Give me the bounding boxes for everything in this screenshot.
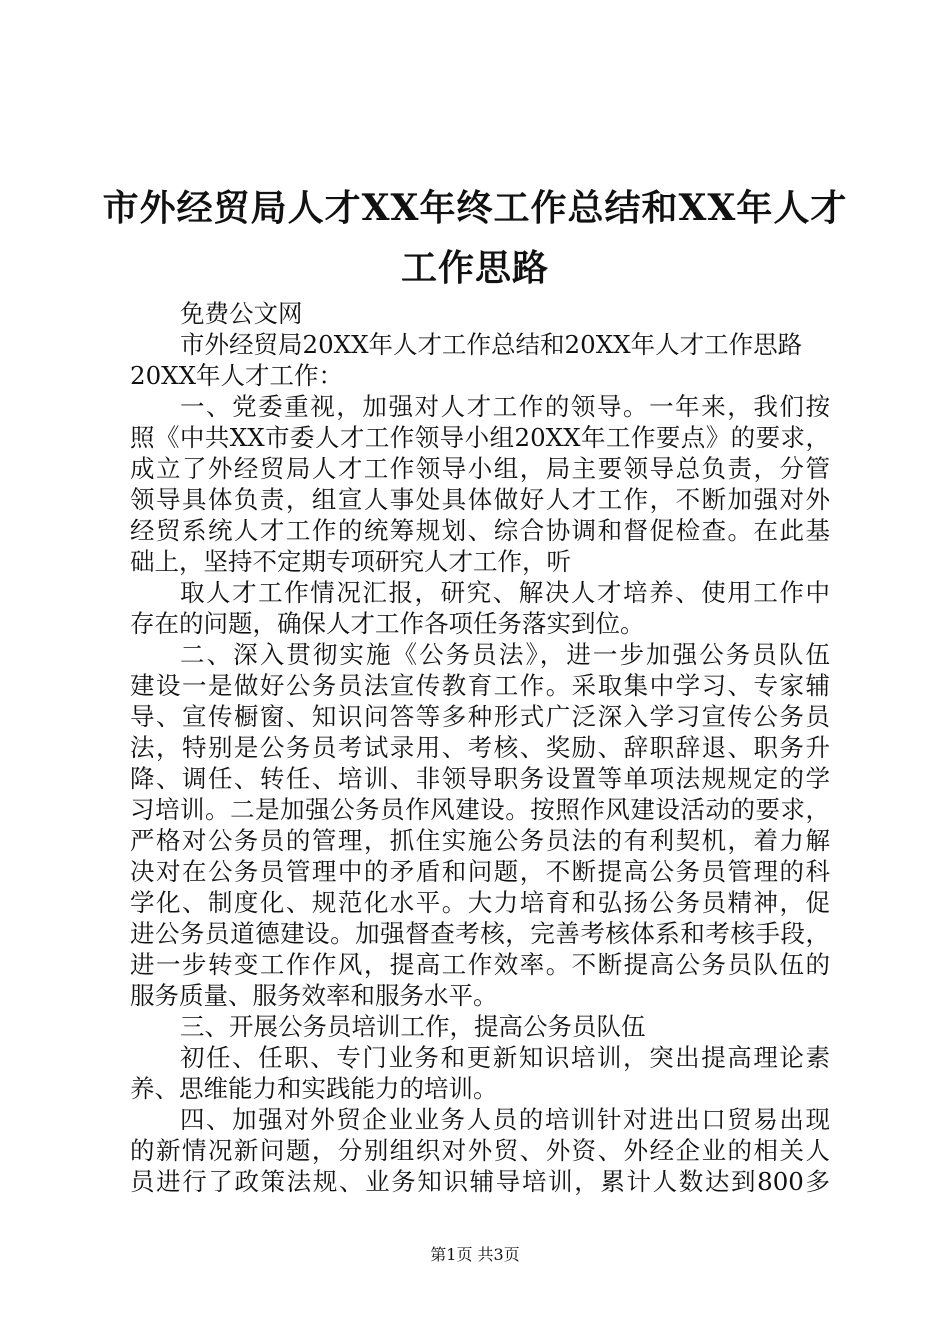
page-number-footer: 第1页 共3页 (430, 1245, 520, 1264)
body-line: 导、宣传橱窗、知识问答等多种形式广泛深入学习宣传公务员 (130, 702, 830, 731)
body-line: 服务质量、服务效率和服务水平。 (130, 981, 498, 1010)
body-line: 养、思维能力和实践能力的培训。 (130, 1074, 498, 1103)
body-line: 一、党委重视，加强对人才工作的领导。一年来，我们按 (180, 392, 830, 421)
body-line: 建设一是做好公务员法宣传教育工作。采取集中学习、专家辅 (130, 671, 830, 700)
body-line: 取人才工作情况汇报，研究、解决人才培养、使用工作中 (180, 578, 830, 607)
body-line: 员进行了政策法规、业务知识辅导培训，累计人数达到800多 (130, 1167, 830, 1196)
body-line: 四、加强对外贸企业业务人员的培训针对进出口贸易出现 (180, 1105, 830, 1134)
body-line: 照《中共XX市委人才工作领导小组20XX年工作要点》的要求， (130, 423, 830, 452)
body-line: 学化、制度化、规范化水平。大力培育和弘扬公务员精神，促 (130, 888, 830, 917)
body-line: 存在的问题，确保人才工作各项任务落实到位。 (130, 609, 645, 638)
body-line: 经贸系统人才工作的统筹规划、综合协调和督促检查。在此基 (130, 516, 830, 545)
body-line: 20XX年人才工作： (130, 361, 344, 390)
body-line: 法，特别是公务员考试录用、考核、奖励、辞职辞退、职务升 (130, 733, 830, 762)
body-line: 降、调任、转任、培训、非领导职务设置等单项法规规定的学 (130, 764, 830, 793)
document-title-line-2: 工作思路 (400, 247, 549, 289)
body-line: 进一步转变工作作风，提高工作效率。不断提高公务员队伍的 (130, 950, 830, 979)
body-line: 初任、任职、专门业务和更新知识培训，突出提高理论素 (180, 1043, 830, 1072)
body-line: 三、开展公务员培训工作，提高公务员队伍 (180, 1012, 646, 1041)
body-line: 领导具体负责，组宣人事处具体做好人才工作，不断加强对外 (130, 485, 830, 514)
body-line: 严格对公务员的管理，抓住实施公务员法的有利契机，着力解 (130, 826, 830, 855)
body-line: 习培训。二是加强公务员作风建设。按照作风建设活动的要求， (130, 795, 830, 824)
body-line: 成立了外经贸局人才工作领导小组，局主要领导总负责，分管 (130, 454, 830, 483)
source-line: 免费公文网 (180, 299, 303, 328)
body-line: 二、深入贯彻实施《公务员法》，进一步加强公务员队伍 (180, 640, 830, 669)
body-line: 决对在公务员管理中的矛盾和问题，不断提高公务员管理的科 (130, 857, 830, 886)
document-title-line-1: 市外经贸局人才XX年终工作总结和XX年人才 (102, 187, 848, 229)
body-line: 础上，坚持不定期专项研究人才工作，听 (130, 547, 571, 576)
body-line: 的新情况新问题，分别组织对外贸、外资、外经企业的相关人 (130, 1136, 830, 1165)
body-line: 市外经贸局20XX年人才工作总结和20XX年人才工作思路 (180, 330, 803, 359)
body-line: 进公务员道德建设。加强督查考核，完善考核体系和考核手段， (130, 919, 830, 948)
